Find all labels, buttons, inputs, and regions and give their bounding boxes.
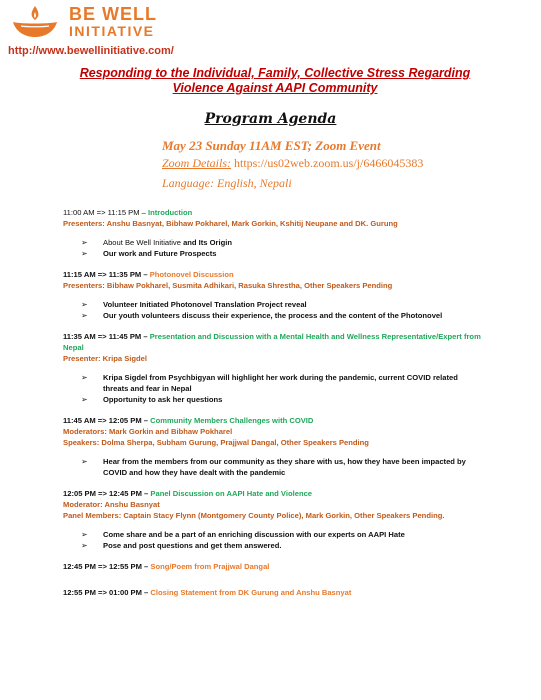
session-time: 12:45 PM => 12:55 PM – xyxy=(63,562,149,571)
session-time: 11:35 AM => 11:45 PM – xyxy=(63,332,148,341)
event-date-line: May 23 Sunday 11AM EST; Zoom Event xyxy=(162,138,381,153)
zoom-link[interactable]: https://us02web.zoom.us/j/6466045383 xyxy=(234,156,424,170)
session-speakers: Speakers: Dolma Sherpa, Subham Gurung, Prajjwal Dangal, Other Speakers Pending xyxy=(63,438,369,447)
session-title: Closing Statement from DK Gurung and Anshu Basnyat xyxy=(150,588,352,597)
session-presenters: Presenters: Bibhaw Pokharel, Susmita Adhikari, Rasuka Shrestha, Other Speakers Pending xyxy=(63,281,393,290)
bullet-item: ➢ Come share and be a part of an enriching discussion with our experts on AAPI Hate xyxy=(81,530,405,539)
bullet-item: ➢ Kripa Sigdel from Psychbigyan will highlight her work during the pandemic, current COVID related threats and fear in Nepal xyxy=(81,373,458,393)
session-presenters: Presenter: Kripa Sigdel xyxy=(63,354,147,363)
language-line: Language: English, Nepali xyxy=(162,176,292,190)
session-moderator: Moderator: Anshu Basnyat xyxy=(63,500,160,509)
agenda-session xyxy=(63,207,483,259)
zoom-details-label: Zoom Details: xyxy=(162,156,231,170)
session-title: Presentation and Discussion with a Mental Health and Wellness Representative/Expert from Nepal xyxy=(63,332,481,352)
session-panel-members: Panel Members: Captain Stacy Flynn (Montgomery County Police), Mark Gorkin, Other Speakers Pending. xyxy=(63,511,445,520)
logo-text-initiative: INITIATIVE xyxy=(69,23,155,39)
agenda-sessions xyxy=(63,207,483,598)
arrow-bullet-icon: ➢ xyxy=(81,249,88,258)
agenda-session xyxy=(63,561,483,572)
arrow-bullet-icon: ➢ xyxy=(81,457,88,466)
logo-text-bewell: BE WELL xyxy=(69,4,157,24)
agenda-session xyxy=(63,415,483,478)
agenda-session xyxy=(63,269,483,321)
session-presenters: Presenters: Anshu Basnyat, Bibhaw Pokharel, Mark Gorkin, Kshitij Neupane and DK. Gurung xyxy=(63,219,398,228)
session-time: 11:45 AM => 12:05 PM – xyxy=(63,416,148,425)
arrow-bullet-icon: ➢ xyxy=(81,395,88,404)
session-title: Panel Discussion on AAPI Hate and Violence xyxy=(150,489,313,498)
arrow-bullet-icon: ➢ xyxy=(81,541,88,550)
bullet-item: ➢ Our work and Future Prospects xyxy=(81,249,217,258)
zoom-details xyxy=(162,156,423,171)
bullet-item: ➢ Our youth volunteers discuss their experience, the process and the content of the Photonovel xyxy=(81,311,443,320)
diya-lamp-icon xyxy=(7,4,63,42)
session-moderators: Moderators: Mark Gorkin and Bibhaw Pokharel xyxy=(63,427,233,436)
bullet-item: ➢ Hear from the members from our community as they share with us, how they have been impacted by COVID and how they have dealt with the pandemic xyxy=(81,457,466,477)
session-time: 11:15 AM => 11:35 PM – xyxy=(63,270,148,279)
agenda-session xyxy=(63,587,483,598)
document-headline: Responding to the Individual, Family, Collective Stress Regarding Violence Against AAPI Community xyxy=(79,66,471,95)
arrow-bullet-icon: ➢ xyxy=(81,311,88,320)
arrow-bullet-icon: ➢ xyxy=(81,238,88,247)
arrow-bullet-icon: ➢ xyxy=(81,300,88,309)
session-title: Photonovel Discussion xyxy=(149,270,234,279)
agenda-session xyxy=(63,488,483,551)
session-time: 12:55 PM => 01:00 PM – xyxy=(63,588,149,597)
agenda-title: Program Agenda xyxy=(204,111,337,127)
agenda-session xyxy=(63,331,483,405)
bewell-logo xyxy=(7,4,157,42)
session-time: 11:00 AM => 11:15 PM – xyxy=(63,208,146,217)
session-title: Introduction xyxy=(148,208,193,217)
session-title: Song/Poem from Prajjwal Dangal xyxy=(150,562,270,571)
session-time: 12:05 PM => 12:45 PM – xyxy=(63,489,149,498)
bullet-item: ➢ Volunteer Initiated Photonovel Translation Project reveal xyxy=(81,300,307,309)
session-title: Community Members Challenges with COVID xyxy=(150,416,314,425)
arrow-bullet-icon: ➢ xyxy=(81,530,88,539)
arrow-bullet-icon: ➢ xyxy=(81,373,88,382)
website-link[interactable]: http://www.bewellinitiative.com/ xyxy=(8,45,174,57)
bullet-item: ➢ Pose and post questions and get them answered. xyxy=(81,541,282,550)
bullet-item: ➢ About Be Well Initiative and Its Origin xyxy=(81,238,233,247)
bullet-item: ➢ Opportunity to ask her questions xyxy=(81,395,223,404)
